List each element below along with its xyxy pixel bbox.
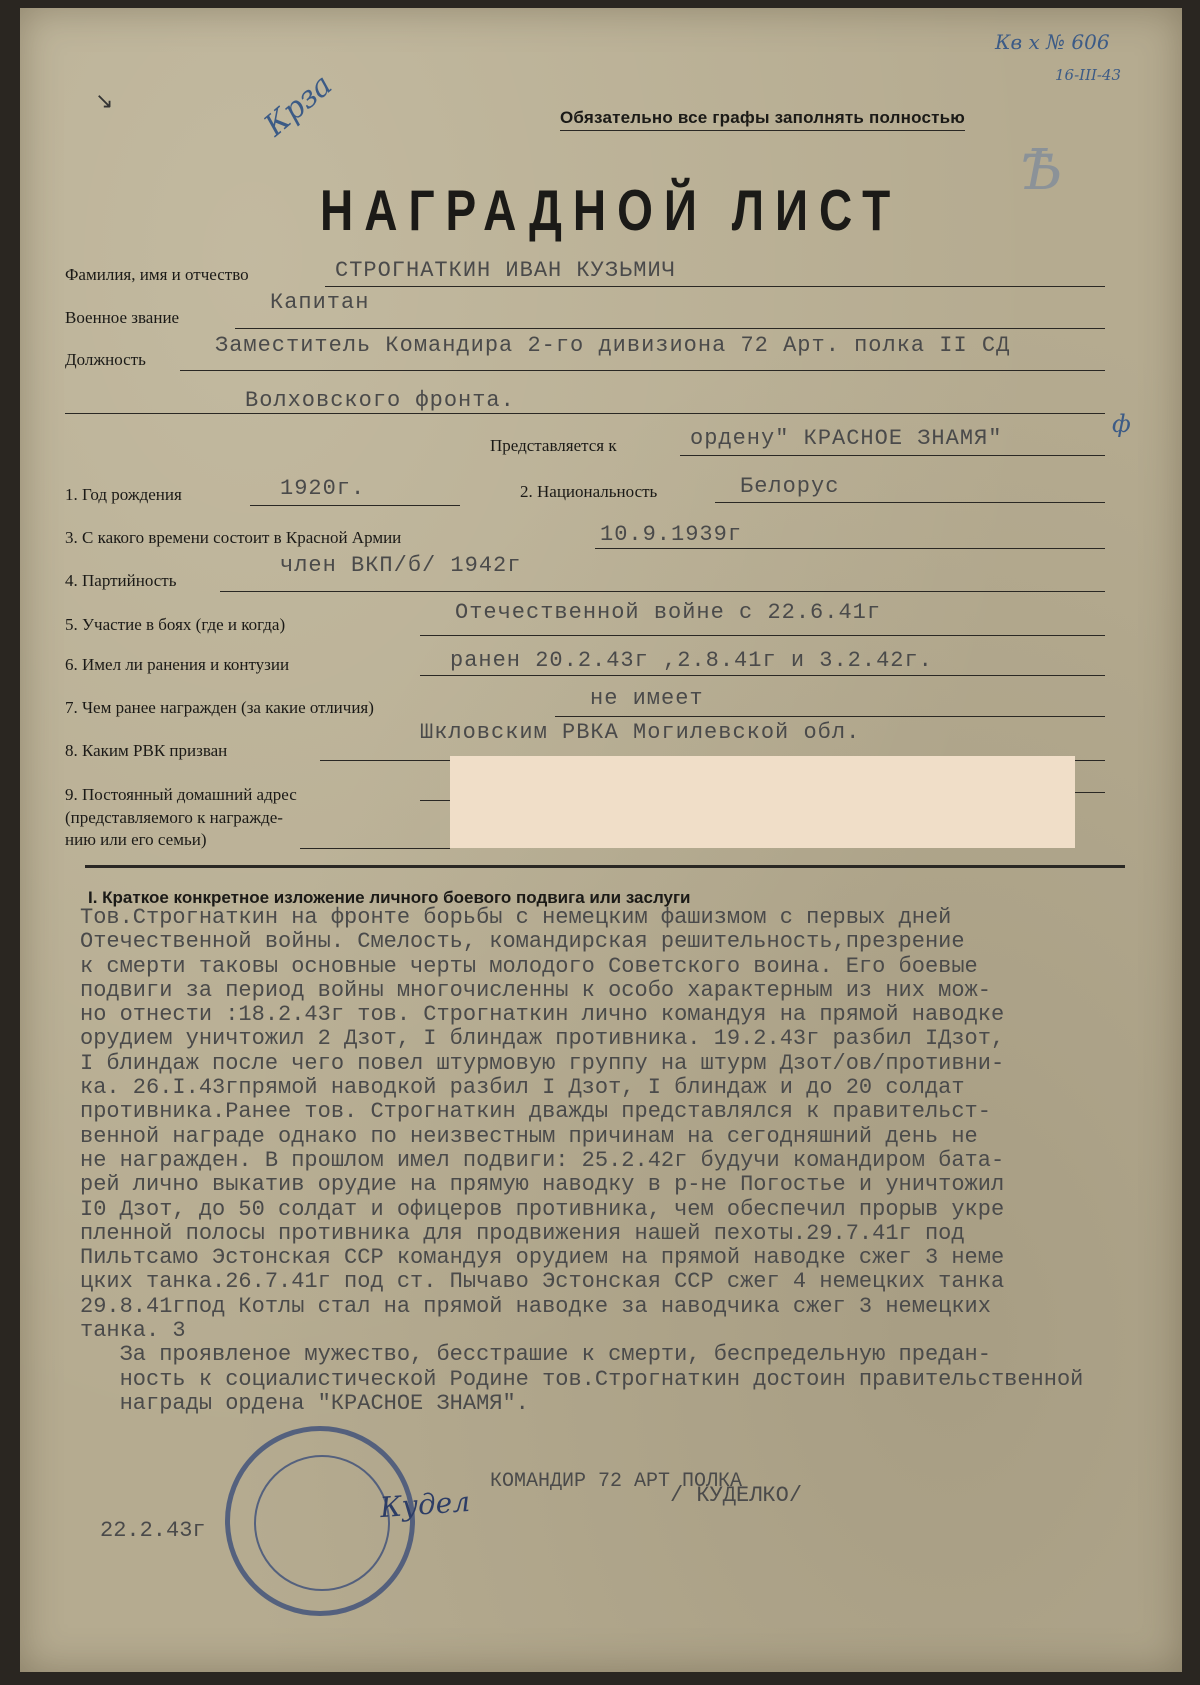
battles-label: 5. Участие в боях (где и когда)	[65, 615, 286, 634]
handwritten-annotation: ф	[1112, 410, 1131, 438]
birth-year-label: 1. Год рождения	[65, 485, 182, 504]
rvk-label: 8. Каким РВК призван	[65, 741, 228, 760]
handwritten-mark: Крза	[257, 67, 339, 144]
prev-awards-label: 7. Чем ранее награжден (за какие отличия)	[65, 698, 374, 717]
narrative-text: Тов.Строгнаткин на фронте борьбы с немецким фашизмом с первых дней Отечественной войны. Смелость, командирская решительность,презрение к смерти таковы основные черты молодого Советского воина. Его боевые подвиги за период войны многочисленны к особо характерным из них мож- но отнести :18.2.43г тов. Строгнаткин лично командуя на прямой наводке орудием уничтожил 2 Дзот, I блиндаж противника. 19.2.43г разбил IДзот, I блиндаж после чего повел штурмовую группу на штурм Дзот/ов/противни- ка. 26.I.43гпрямой наводкой разбил I Дзот, I блиндаж и до 20 солдат противника.Ранее тов. Строгнаткин дважды представлялся к правительст- венной награде однако по неизвестным причинам на сегодняшний день не не награжден. В прошлом имел подвиги: 25.2.42г будучи командиром бата- рей лично выкатив орудие на прямую наводку в р-не Погостье и уничтожил I0 Дзот, до 50 солдат и офицеров противника, чем обеспечил прорыв укре пленной полосы противника для продвижения нашей пехоты.29.7.41г под Пильтсамо Эстонская ССР командуя орудием на прямой наводке сжег 3 неме цких танка.26.7.41г под ст. Пычаво Эстонская ССР сжег 4 немецких танка 29.8.41гпод Котлы стал на прямой наводке за наводчика сжег 3 немецких танка. 3 За проявленое мужество, бесстрашие к смерти, беспредельную предан- ность к социалистической Родине тов.Строгнаткин достоин правительственной награды ордена "КРАСНОЕ ЗНАМЯ".	[80, 905, 1084, 1416]
signer-name: / КУДЕЛКО/	[670, 1483, 803, 1508]
wounds-label: 6. Имел ли ранения и контузии	[65, 655, 290, 674]
address-label-line2: (представляемого к награжде-	[65, 808, 283, 827]
nationality-label: 2. Национальность	[520, 482, 658, 501]
position-value-line1: Заместитель Командира 2-го дивизиона 72 Арт. полка II СД	[215, 333, 1011, 358]
position-value-line2: Волховского фронта.	[245, 388, 515, 413]
nationality-value: Белорус	[740, 474, 840, 499]
rank-label: Военное звание	[65, 308, 180, 327]
wounds-value: ранен 20.2.43г ,2.8.41г и 3.2.42г.	[450, 648, 933, 673]
address-label-line1: 9. Постоянный домашний адрес	[65, 785, 297, 804]
party-value: член ВКП/б/ 1942г	[280, 553, 522, 578]
corner-code: Кв х № 606	[995, 30, 1110, 54]
name-label: Фамилия, имя и отчество	[65, 265, 249, 284]
corner-date: 16-III-43	[1055, 66, 1122, 84]
redacted-address	[450, 756, 1075, 848]
birth-year-value: 1920г.	[280, 476, 366, 501]
award-label: Представляется к	[490, 436, 617, 455]
award-sheet	[20, 8, 1182, 1672]
instruction-note: Обязательно все графы заполнять полностью	[560, 108, 965, 131]
tick-mark: ↘	[95, 88, 114, 113]
section-title: I. Краткое конкретное изложение личного боевого подвига или заслуги	[88, 888, 691, 907]
award-value: ордену" КРАСНОЕ ЗНАМЯ"	[690, 426, 1003, 451]
prev-awards-value: не имеет	[590, 686, 704, 711]
corner-handwritten-mark: Ѣ	[1020, 138, 1063, 203]
rvk-value: Шкловским РВКА Могилевской обл.	[420, 720, 861, 745]
address-label-line3: нию или его семьи)	[65, 830, 207, 849]
signer-title: КОМАНДИР 72 АРТ ПОЛКА	[490, 1470, 743, 1493]
position-label: Должность	[65, 350, 146, 369]
party-label: 4. Партийность	[65, 571, 177, 590]
army-since-value: 10.9.1939г	[600, 522, 743, 547]
document-date: 22.2.43г	[100, 1518, 206, 1543]
document-title: НАГРАДНОЙ ЛИСТ	[320, 177, 902, 243]
army-since-label: 3. С какого времени состоит в Красной Армии	[65, 528, 402, 547]
name-value: СТРОГНАТКИН ИВАН КУЗЬМИЧ	[335, 258, 676, 283]
battles-value: Отечественной войне с 22.6.41г	[455, 600, 882, 625]
handwritten-signature: Кудел	[378, 1484, 472, 1525]
section-divider	[85, 865, 1125, 868]
rank-value: Капитан	[270, 290, 370, 315]
